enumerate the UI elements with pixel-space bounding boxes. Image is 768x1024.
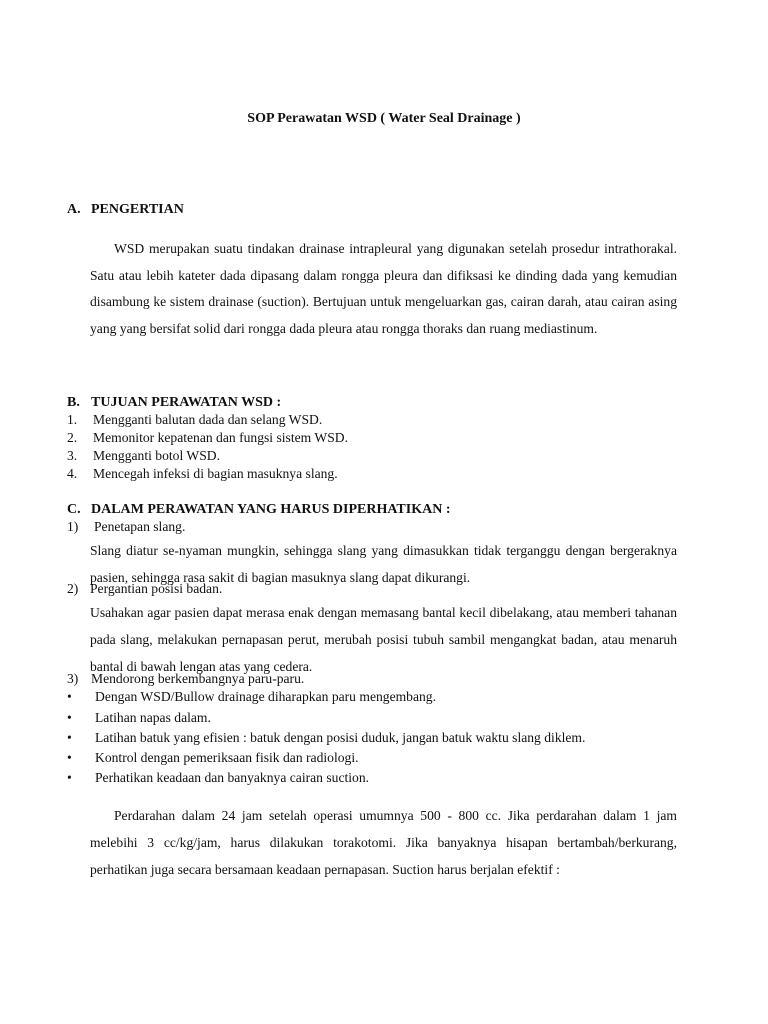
list-number: 2.: [67, 430, 78, 445]
list-number: 3.: [67, 448, 78, 463]
list-number: 4.: [67, 466, 78, 481]
section-c-title: DALAM PERAWATAN YANG HARUS DIPERHATIKAN :: [91, 502, 451, 517]
bullet-icon: •: [67, 689, 72, 704]
list-number: 3): [67, 671, 79, 686]
bullet-text: Latihan batuk yang efisien : batuk dengan posisi duduk, jangan batuk waktu slang diklem.: [95, 730, 586, 745]
list-item-title: Penetapan slang.: [94, 519, 186, 534]
closing-paragraph: Perdarahan dalam 24 jam setelah operasi umumnya 500 - 800 cc. Jika perdarahan dalam 1 jam melebihi 3 cc/kg/jam, harus dilakukan torakotomi. Jika banyaknya hisapan bertambah/berkurang, perhatikan juga secara bersamaan keadaan pernapasan. Suction harus berjalan efektif :: [90, 808, 677, 877]
document-title: SOP Perawatan WSD ( Water Seal Drainage ): [247, 111, 521, 126]
list-item-title: Pergantian posisi badan.: [90, 581, 223, 596]
list-text: Memonitor kepatenan dan fungsi sistem WSD.: [93, 430, 348, 445]
section-a-heading: [67, 202, 184, 218]
list-item-body: Usahakan agar pasien dapat merasa enak dengan memasang bantal kecil dibelakang, atau memberi tahanan pada slang, melakukan pernapasan perut, merubah posisi tubuh sambil mengangkat badan, atau menaruh bantal di bawah lengan atas yang cedera.: [90, 605, 677, 674]
section-a-letter: A.: [67, 202, 81, 217]
list-text: Mencegah infeksi di bagian masuknya slang.: [93, 466, 338, 481]
bullet-icon: •: [67, 730, 72, 745]
section-a-paragraph: WSD merupakan suatu tindakan drainase intrapleural yang digunakan setelah prosedur intrathorakal. Satu atau lebih kateter dada dipasang dalam rongga pleura dan difiksasi ke dinding dada yang kemudian disambung ke sistem drainase (suction). Bertujuan untuk mengeluarkan gas, cairan darah, atau cairan asing yang yang bersifat solid dari rongga dada pleura atau rongga thoraks dan ruang mediastinum.: [90, 241, 677, 336]
section-c-letter: C.: [67, 502, 81, 517]
list-text: Mengganti balutan dada dan selang WSD.: [93, 412, 323, 427]
list-item-body: Slang diatur se-nyaman mungkin, sehingga slang yang dimasukkan tidak terganggu dengan bergeraknya pasien, sehingga rasa sakit di bagian masuknya slang dapat dikurangi.: [90, 543, 677, 585]
bullet-icon: •: [67, 770, 72, 785]
section-c-heading: [67, 502, 450, 518]
list-number: 2): [67, 581, 79, 596]
list-number: 1): [67, 519, 79, 534]
bullet-text: Latihan napas dalam.: [95, 710, 211, 725]
section-a-title: PENGERTIAN: [91, 202, 184, 217]
bullet-text: Dengan WSD/Bullow drainage diharapkan paru mengembang.: [95, 689, 437, 704]
bullet-icon: •: [67, 710, 72, 725]
bullet-text: Perhatikan keadaan dan banyaknya cairan suction.: [95, 770, 370, 785]
list-item-title: Mendorong berkembangnya paru-paru.: [91, 671, 305, 686]
bullet-icon: •: [67, 750, 72, 765]
list-number: 1.: [67, 412, 78, 427]
section-b-letter: B.: [67, 395, 80, 410]
bullet-text: Kontrol dengan pemeriksaan fisik dan radiologi.: [95, 750, 359, 765]
section-b-heading: [67, 395, 281, 411]
section-b-title: TUJUAN PERAWATAN WSD :: [91, 395, 282, 410]
list-text: Mengganti botol WSD.: [93, 448, 220, 463]
